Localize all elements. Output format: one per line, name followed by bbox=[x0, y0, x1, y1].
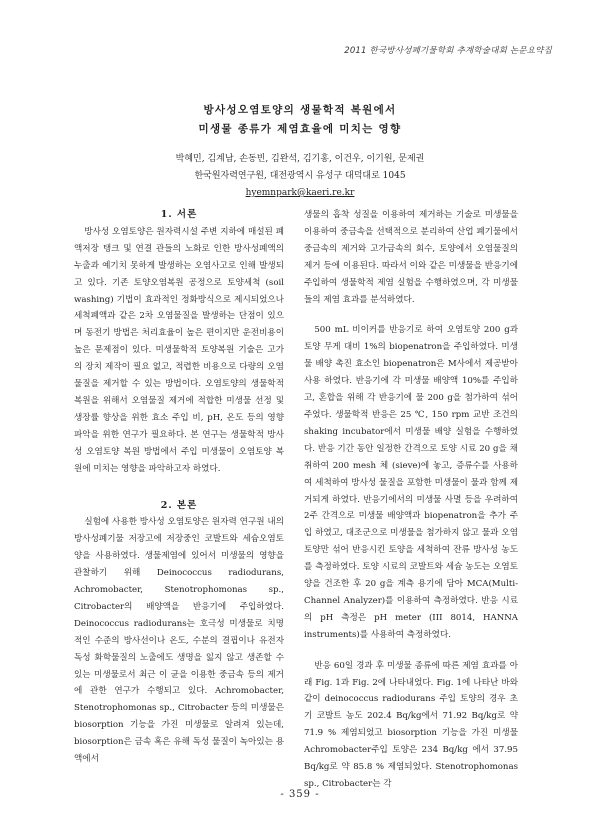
left-column bbox=[74, 207, 284, 768]
title-line-2: 미생물 종류가 제염효율에 미치는 영향 bbox=[198, 123, 402, 135]
right-paragraph-3: 반응 60일 경과 후 미생물 종류에 따른 제염 효과를 아래 Fig. 1과 Fig. 2에 나타내었다. Fig. 1에 나타난 바와 같이 deinococcus radiodurans 주입 토양의 경우 초기 코발트 농도 202.4 Bq/kg에서 71.92 Bq/kg로 약 71.9 % 제염되었고 biosorption 기능을 가진 미생물 Achromobacter주입 토양은 234 Bq/kg 에서 37.95 Bq/kg로 약 85.8 % 제염되었다. Stenotrophomonas sp., Citrobacter는 각 bbox=[304, 660, 518, 789]
author-affiliation: 한국원자력연구원, 대전광역시 유성구 대덕대로 1045 bbox=[194, 171, 406, 181]
section-2-body: 실험에 사용한 방사성 오염토양은 원자력 연구원 내의 방사성폐기물 저장고에 저장중인 코발트와 세슘오염토양을 사용하였다. 생물제염에 있어서 미생물의 영향을 관찰하기 위해 Deinococcus radiodurans, Achromobacter, Stenotrophomonas sp., Citrobacter의 배양액을 반응기에 주입하였다. Deinococcus radiodurans는 호극성 미생물로 치명적인 수준의 방사선이나 온도, 수분의 결핍이나 유전자 독성 화학물질의 노출에도 생명을 잃지 않고 생존할 수 있는 미생물로서 최근 이 균을 이용한 중금속 등의 제거에 관한 연구가 수행되고 있다. Achromobacter, Stenotrophomonas sp., Citrobacter 등의 미생물은 biosorption 기능을 가진 미생물로 알려져 있는데, biosorption은 금속 혹은 유해 독성 물질이 녹아있는 용액에서 bbox=[74, 517, 284, 765]
section-1-title: 1. 서론 bbox=[160, 209, 198, 220]
page-number: - 359 - bbox=[280, 789, 320, 800]
running-header: 2011 한국방사성폐기물학회 추계학술대회 논문요약집 bbox=[344, 46, 552, 56]
right-column bbox=[304, 207, 518, 793]
author-block bbox=[0, 151, 600, 202]
section-2-title: 2. 본론 bbox=[160, 499, 198, 511]
section-1-body: 방사성 오염토양은 원자력시설 주변 지하에 매설된 폐액저장 탱크 및 연결 관들의 노화로 인한 방사성폐액의 누출과 예기치 못하게 발생하는 오염사고로 인해 발생되고 있다. 기존 토양오염복원 공정으로 토양세척 (soil washing) 기법이 효과적인 정화방식으로 제시되었으나 세척폐액과 같은 2차 오염물질을 발생하는 단점이 있으며 동전기 방법은 처리효율이 높은 편이지만 운전비용이 높은 문제점이 있다. 미생물학적 토양복원 기술은 고가의 장치 제작이 필요 없고, 적렵한 비용으로 다량의 오염물질을 제거할 수 있는 방법이다. 오염토양의 생물학적 복원을 위해서 오염물질 제거에 적합한 미생물 선정 및 생장률 향상을 위한 효소 주입 비, pH, 온도 등의 영향 파악을 위한 연구가 필요하다. 본 연구는 생물학적 방사성 오염토양 복원 방법에서 주입 미생물이 오염토양 복원에 미치는 영향을 파악하고자 하였다. bbox=[74, 226, 284, 474]
title-line-1: 방사성오염토양의 생물학적 복원에서 bbox=[203, 104, 397, 116]
right-paragraph-1: 생물의 흡착 성질을 이용하여 제거하는 기술로 미생물을 이용하여 중금속을 선택적으로 분리하여 산업 폐기물에서 중금속의 제거와 고가금속의 회수, 토양에서 오염물질의 제거 등에 이용된다. 따라서 이와 같은 미생물을 반응기에 주입하여 생물학적 제염 실험을 수행하였으며, 각 미생물들의 제염 효과를 분석하였다. bbox=[304, 210, 518, 305]
author-names: 박혜민, 김계남, 손동빈, 김완석, 김기홍, 이건우, 이기원, 문제권 bbox=[175, 154, 425, 164]
author-email: hyemnpark@kaeri.re.kr bbox=[245, 188, 355, 198]
right-paragraph-2: 500 mL 비이커를 반응기로 하여 오염토양 200 g과 토양 무게 대비 1%의 biopenatron을 주입하였다. 미생물 배양 촉진 효소인 biopenatron은 M사에서 제공받아 사용 하였다. 반응기에 각 미생물 배양액 10%를 주입하고, 혼합을 위해 각 반응기에 물 200 g을 첨가하여 섞어 주었다. 생물학적 반응은 25 ℃, 150 rpm 교반 조건의 shaking incubator에서 미생물 배양 실험을 수행하였다. 반응 기간 동안 일정한 간격으로 토양 시료 20 g을 채취하여 200 mesh 체 (sieve)에 놓고, 증류수를 사용하여 세척하여 방사성 물질을 포함한 미생물이 물과 함께 제거되게 하였다. 반응기에서의 미생물 사멸 등을 우려하여 2주 간격으로 미생물 배양액과 biopenatron을 추가 주입 하였고, 대조군으로 미생물을 첨가하지 않고 물과 오염토양만 섞어 반응시킨 토양을 세척하여 잔류 방사성 농도를 측정하였다. 토양 시료의 코발트와 세슘 농도는 오염토양을 건조한 후 20 g을 계측 용기에 담아 MCA(Multi-Channel Analyzer)를 이용하여 측정하였다. 반응 시료의 pH 측정은 pH meter (III 8014, HANNA instruments)를 사용하여 측정하였다. bbox=[304, 325, 518, 640]
paper-title bbox=[0, 101, 600, 139]
